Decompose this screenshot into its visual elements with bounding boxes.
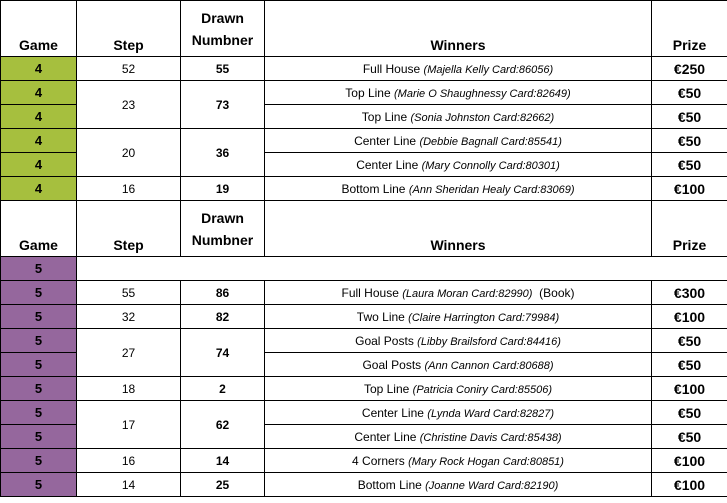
step-cell: 52	[77, 57, 181, 81]
winner-category: Center Line	[354, 133, 417, 148]
winner-name: (Lynda Ward Card:82827)	[427, 407, 555, 420]
header-row-game5	[1, 201, 727, 257]
winner-category: Bottom Line	[341, 181, 406, 196]
winner-category: Center Line	[361, 405, 424, 420]
game-cell: 5	[1, 449, 77, 473]
drawn-cell: 36	[181, 129, 265, 177]
table-row	[1, 81, 727, 105]
game-cell: 4	[1, 177, 77, 201]
table-row	[1, 329, 727, 353]
step-cell: 14	[77, 473, 181, 497]
step-cell: 16	[77, 449, 181, 473]
winner-cell	[265, 305, 652, 329]
prize-cell: €300	[652, 281, 727, 305]
header-drawn-line2: Numbner	[191, 31, 254, 48]
winner-name: (Mary Rock Hogan Card:80851)	[408, 455, 564, 468]
game-cell: 5	[1, 401, 77, 425]
header-row-game4	[1, 1, 727, 57]
winner-name: (Sonia Johnston Card:82662)	[410, 111, 555, 124]
winner-cell	[265, 473, 652, 497]
table-row	[1, 377, 727, 401]
header-drawn	[181, 201, 265, 257]
winner-cell	[265, 281, 652, 305]
winner-name: (Joanne Ward Card:82190)	[425, 479, 559, 492]
winner-name: (Laura Moran Card:82990)	[402, 287, 533, 300]
step-cell: 17	[77, 401, 181, 449]
winner-category: Full House	[341, 285, 399, 300]
winner-name: (Claire Harrington Card:79984)	[408, 311, 560, 324]
winner-extra: (Book)	[539, 285, 575, 300]
prize-cell: €100	[652, 449, 727, 473]
drawn-cell: 25	[181, 473, 265, 497]
header-drawn-line2: Numbner	[191, 231, 254, 248]
game-cell: 4	[1, 81, 77, 105]
winner-category: Goal Posts	[355, 333, 414, 348]
table-row	[1, 473, 727, 497]
blank-cell	[77, 257, 727, 281]
header-prize: Prize	[652, 1, 727, 57]
winner-category: Top Line	[345, 85, 391, 100]
step-cell: 32	[77, 305, 181, 329]
step-cell: 18	[77, 377, 181, 401]
winner-cell	[265, 153, 652, 177]
game-cell: 5	[1, 353, 77, 377]
winner-name: (Christine Davis Card:85438)	[419, 431, 562, 444]
winner-category: Goal Posts	[362, 357, 422, 372]
table-row	[1, 449, 727, 473]
winner-cell	[265, 353, 652, 377]
prize-cell: €100	[652, 177, 727, 201]
winner-cell	[265, 425, 652, 449]
game-cell: 5	[1, 329, 77, 353]
winner-name: (Debbie Bagnall Card:85541)	[419, 135, 562, 148]
header-drawn-line1: Drawn	[201, 9, 244, 26]
prize-cell: €50	[652, 153, 727, 177]
table-row	[1, 281, 727, 305]
drawn-cell: 73	[181, 81, 265, 129]
winner-name: (Patricia Coniry Card:85506)	[412, 383, 553, 396]
drawn-cell: 2	[181, 377, 265, 401]
drawn-cell: 19	[181, 177, 265, 201]
drawn-cell: 82	[181, 305, 265, 329]
prize-cell: €100	[652, 473, 727, 497]
prize-cell: €250	[652, 57, 727, 81]
drawn-cell: 86	[181, 281, 265, 305]
step-cell: 27	[77, 329, 181, 377]
table-row	[1, 177, 727, 201]
winner-cell	[265, 401, 652, 425]
winner-cell	[265, 129, 652, 153]
header-drawn	[181, 1, 265, 57]
header-game: Game	[1, 201, 77, 257]
winner-cell	[265, 105, 652, 129]
game-cell: 5	[1, 305, 77, 329]
header-winners: Winners	[265, 201, 652, 257]
winner-category: Two Line	[356, 309, 405, 324]
table-row	[1, 305, 727, 329]
winner-category: Center Line	[354, 429, 417, 444]
prize-cell: €100	[652, 377, 727, 401]
drawn-cell: 14	[181, 449, 265, 473]
header-prize: Prize	[652, 201, 727, 257]
header-winners: Winners	[265, 1, 652, 57]
header-step: Step	[77, 1, 181, 57]
winner-category: Bottom Line	[357, 477, 422, 492]
prize-cell: €50	[652, 401, 727, 425]
winner-name: (Majella Kelly Card:86056)	[423, 63, 554, 76]
winner-category: 4 Corners	[352, 453, 405, 468]
prize-cell: €50	[652, 105, 727, 129]
winner-cell	[265, 449, 652, 473]
winner-cell	[265, 81, 652, 105]
winner-name: (Ann Sheridan Healy Card:83069)	[408, 183, 575, 196]
winner-category: Center Line	[356, 157, 419, 172]
header-game: Game	[1, 1, 77, 57]
winner-name: (Libby Brailsford Card:84416)	[417, 335, 561, 348]
drawn-cell: 74	[181, 329, 265, 377]
game-cell: 4	[1, 153, 77, 177]
table-row	[1, 57, 727, 81]
game-cell: 5	[1, 473, 77, 497]
winner-name: (Mary Connolly Card:80301)	[421, 159, 560, 172]
step-cell: 55	[77, 281, 181, 305]
step-cell: 16	[77, 177, 181, 201]
prize-cell: €50	[652, 329, 727, 353]
drawn-cell: 55	[181, 57, 265, 81]
game-cell: 5	[1, 257, 77, 281]
table-row	[1, 401, 727, 425]
game-cell: 5	[1, 377, 77, 401]
winner-name: (Marie O Shaughnessy Card:82649)	[394, 87, 571, 100]
prize-cell: €100	[652, 305, 727, 329]
game-cell: 4	[1, 57, 77, 81]
table-row	[1, 257, 727, 281]
step-cell: 23	[77, 81, 181, 129]
winner-cell	[265, 377, 652, 401]
game-cell: 5	[1, 281, 77, 305]
winner-name: (Ann Cannon Card:80688)	[424, 359, 554, 372]
winner-category: Top Line	[363, 381, 410, 396]
table-row	[1, 129, 727, 153]
header-step: Step	[77, 201, 181, 257]
step-cell: 20	[77, 129, 181, 177]
winner-category: Top Line	[361, 109, 408, 124]
prize-cell: €50	[652, 425, 727, 449]
header-drawn-line1: Drawn	[201, 209, 244, 226]
winner-cell	[265, 329, 652, 353]
prize-cell: €50	[652, 353, 727, 377]
prize-cell: €50	[652, 81, 727, 105]
drawn-cell: 62	[181, 401, 265, 449]
winner-category: Full House	[362, 61, 421, 76]
game-cell: 5	[1, 425, 77, 449]
game-cell: 4	[1, 105, 77, 129]
prize-cell: €50	[652, 129, 727, 153]
winner-cell	[265, 57, 652, 81]
game-cell: 4	[1, 129, 77, 153]
winner-cell	[265, 177, 652, 201]
